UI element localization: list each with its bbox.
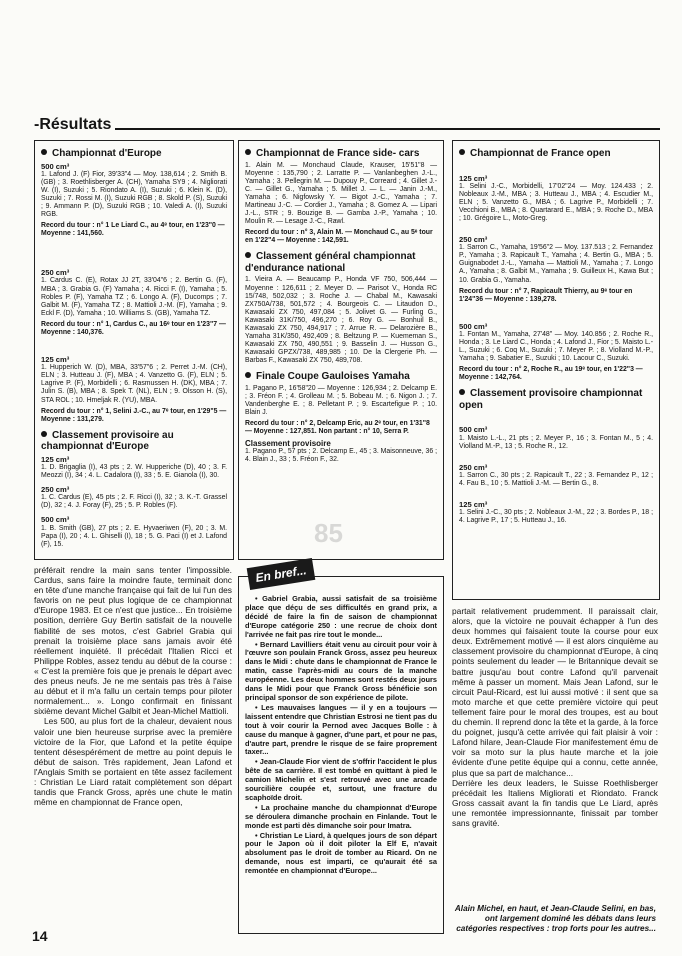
class-label: 125 cm³: [459, 500, 488, 510]
brief-item: • Les mauvaises langues — il y en a toujours — laissent entendre que Christian Estrosi ne tient pas du tout à voir courir la Pernod avec Jacques Bolle : à cause du manque à gagner, d'une part, et pour ne pas, d'autre part, prendre le risque de se faire proprement taxer...: [245, 702, 437, 757]
bullet-icon: [459, 389, 465, 395]
class-label: 250 cm³: [41, 485, 70, 495]
france-sidecar-box: [238, 140, 444, 560]
europe-125-results: 1. Hupperich W. (D), MBA, 33'57"6 ; 2. Perret J.-M. (CH), ELN ; 3. Hutteau J. (F), MBA ; 4. Vanzetto G. (F), ELN ; 5. Lagrive P. (F), Morbidelli ; 6. Rasmussen H. (DK), MBA ; 7. Julin S. (B), MBA ; 8. Spek T. (NL), ELN ; 9. Olsson H. (S), STA ROL ; 10. Hmeljak R. (YU), MBA.: [41, 364, 227, 404]
europe-prov-125: 1. D. Brigaglia (I), 43 pts ; 2. W. Hupperiche (D), 40 ; 3. F. Meozzi (I), 34 ; 4. L. Cadalora (I), 33 ; 5. E. Gianola (I), 30.: [41, 463, 227, 480]
europe-500-results: 1. Lafond J. (F) Fior, 39'33"4 — Moy. 138,614 ; 2. Smith B. (GB) ; 3. Roethlisberger A. (CH), Yamaha SY9 ; 4. Nigliorati W. (I), Suzuki ; 5. Riondato A. (I), Suzuki ; 6. Klein K. (D), Suzuki ; 7. Rossi M. (I), Suzuki RGB ; 8. Skold P. (S), Suzuki ; 9. Ammann P. (D), Suzuki RGB ; 10. Valedi A. (I), Suzuki RGB.: [41, 170, 227, 219]
endurance-title: Classement général championnat d'endurance national: [245, 251, 416, 274]
section-title: -Résultats: [34, 116, 112, 133]
class-label: 250 cm³: [459, 462, 488, 472]
class-label: 500 cm³: [459, 425, 488, 435]
sidecar-results: 1. Alain M. — Monchaud Claude, Krauser, 15'51"8 — Moyenne : 135,790 ; 2. Larratte P. — Vanlanbeghen J.-L., Yamaha ; 3. Pellegrin M. — Dupouy P., Correard ; 4. Gillet J.-C. — Gillet G., Yamaha ; 5. Millet J. — L. — Janin J.-M., Yamaha ; 6. Nigfowsky Y. — Bigot J.-C., Yamaha ; 7. Martineau J.-C. — Cordier J., Yamaha ; 8. Gomez A. — Lipari J.-L., STR ; 9. Bouzige B. — Gamba J.-P., Yamaha ; 10. Moulin R. — Lesage J.-C., Rawl.: [245, 161, 437, 226]
open-250-results: 1. Sarron C., Yamaha, 19'56"2 — Moy. 137.513 ; 2. Fernandez P., Yamaha ; 3. Rapicault T., Yamaha ; 4. Bertin G., MBA ; 5. Guignabodet J.-L., Yamaha — Mattioli M., Yamaha ; 7. Longo A., Yamaha ; 8. Galbit M., Yamaha ; 9. Guilleux H., Kawa But ; 10. Grabia G., Yamaha.: [459, 244, 653, 284]
bullet-icon: [245, 372, 251, 378]
open-prov-250: 1. Sarron C., 30 pts ; 2. Rapicault T., 22 ; 3. Fernandez P., 12 ; 4. Fau B., 10 ; 5. Mattioli J.-M. — Bertin G., 8.: [459, 471, 653, 487]
europe-250-record: Record du tour : n° 1, Cardus C., au 16ᵉ tour en 1'23"7 — Moyenne : 140,376.: [41, 320, 226, 336]
class-label: 250 cm³: [459, 235, 488, 245]
class-label: 250 cm³: [41, 268, 70, 278]
bullet-icon: [459, 149, 465, 155]
class-label: 500 cm³: [41, 515, 70, 525]
gauloises-provisional-title: Classement provisoire: [245, 438, 331, 448]
gauloises-title: Finale Coupe Gauloises Yamaha: [245, 371, 437, 383]
en-bref-box: [238, 576, 444, 934]
section-header: [34, 112, 660, 134]
brief-item: • Jean-Claude Fior vient de s'offrir l'accident le plus bête de sa carrière. Il est tombé en quittant à pied le camion Michelin et s'est retrouvé avec une arcade sourcilière coupée et, surtout, une fracture du scaphoïde droit.: [245, 757, 437, 802]
europe-125-record: Record du tour : n° 1, Selini J.-C., au 7ᵉ tour, en 1'29"5 — Moyenne : 131,279.: [41, 407, 227, 423]
europe-500-record: Record du tour : n° 1 Le Liard C., au 4ᵉ tour, en 1'23"0 — Moyenne : 141,560.: [41, 222, 225, 238]
class-label: 125 cm³: [41, 454, 70, 464]
en-bref-tag: En bref...: [247, 558, 316, 590]
brief-item: • La prochaine manche du championnat d'Europe se déroulera dimanche prochain en Finlande. Tout le monde est parti dès dimanche soir pour Imatra.: [245, 802, 437, 830]
europe-250-results: 1. Cardus C. (E), Rotax JJ 2T, 33'04"6 ; 2. Bertin G. (F), MBA ; 3. Grabia G. (F) Yamaha ; 4. Ricci F. (I), Yamaha ; 5. Robles P. (F), Yamaha TZ ; 6. Longo A. (F), Ducomps ; 7. Galbit M. (F), Yamaha TZ ; 8. Mattioli J.-M. (F), Yamaha ; 9. Eckl F. (D), Yamaha ; 10. Williams S. (GB), Yamaha TZ.: [41, 277, 227, 317]
brief-item: • Gabriel Grabia, aussi satisfait de sa troisième place que déçu de ses difficultés en grand prix, a décidé de faire la fin de saison de championnat d'Europe catégorie 250 : une recrue de choix dont l'arrivée ne fait pas rire tout le monde...: [245, 594, 437, 639]
class-label: 125 cm³: [459, 173, 488, 183]
sidecar-title: Championnat de France side- cars: [245, 148, 437, 160]
article-paragraph: Derrière les deux leaders, le Suisse Roethlisberger précédait les Italiens Migliorati et Riondato. Franck Gross cassait avant la fin tandis que Le Liard, après une remontée impressionnante, finissait par tomber sans gravité.: [452, 777, 658, 828]
europe-title: Championnat d'Europe: [41, 148, 227, 160]
gauloises-results: 1. Pagano P., 16'58"20 — Moyenne : 126,934 ; 2. Delcamp E. ; 3. Fréon F. ; 4. Grolleau M. ; 5. Bobeau M. ; 6. Nigon J. ; 7. Vandenberghe E. ; 8. Pelletant P. ; 9. Escartefigue P. ; 10. Blain J.: [245, 384, 437, 417]
photo-caption: Alain Michel, en haut, et Jean-Claude Selini, en bas, ont largement dominé les débats dans leurs catégories respectives : trop forts pour les autres...: [454, 904, 656, 933]
article-right-column: [452, 606, 658, 828]
europe-prov-250: 1. C. Cardus (E), 45 pts ; 2. F. Ricci (I), 32 ; 3. K.-T. Grassel (D), 32 ; 4. J. Foray (F), 25 ; 5. P. Robles (F).: [41, 494, 227, 510]
class-label: 125 cm³: [41, 355, 70, 365]
france-open-box: [452, 140, 660, 600]
open-500-record: Record du tour : n° 2, Roche R., au 19ᵉ tour, en 1'22"3 — Moyenne : 142,764.: [459, 366, 643, 382]
open-prov-500: 1. Maisto L.-L., 21 pts ; 2. Meyer P., 16 ; 3. Fontan M., 5 ; 4. Violland M.-P., 13 ; 5. Roche R., 12.: [459, 434, 653, 450]
bullet-icon: [245, 149, 251, 155]
faded-stamp-mark: [310, 514, 362, 554]
open-250-record: Record du tour : n° 7, Rapicault Thierry, au 9ᵉ tour en 1'24"36 — Moyenne : 139,278.: [459, 287, 633, 303]
class-label: 500 cm³: [41, 161, 70, 171]
article-paragraph: Les 500, au plus fort de la chaleur, devaient nous valoir une bien heureuse surprise avec la première victoire de la Fior, que Lafond et la petite équipe tentent désespérément de mettre au point depuis le début de saison. Très rapidement, Jean Lafond et l'Anglais Smith se portaient en tête assez facilement : Christian Le Liard ratait complètement son départ tandis que Franck Gross, après une chute le matin même en championnat de France open,: [34, 716, 232, 808]
gauloises-record: Record du tour : n° 2, Delcamp Eric, au 2ᵉ tour, en 1'31"8 — Moyenne : 127,851. Non partant : n° 10, Serra P.: [245, 420, 430, 436]
header-rule: [115, 128, 660, 130]
bullet-icon: [41, 149, 47, 155]
article-paragraph: préférait rendre la main sans tenter l'impossible. Cardus, sans faire la moindre faute, terminait donc en tête d'une manche française qui fait de lui l'un des favoris on ne peut plus logique de ce championnat d'Europe 1983. Et ce n'est que justice... En troisième position, derrière Guy Bertin satisfait de la nouvelle fiabilité de ses motos, c'est Gabriel Grabia qui prenait la troisième place sans jamais avoir été réellement inquiété. Il précédait l'Italien Ricci et Philippe Robles, assez tendu au début de la course : « C'est la première fois que je prenais le départ avec des pneus neufs. Je ne me sentais pas très à l'aise au début et il m'a fallu un certain temps pour piloter normalement... ». Longo confirmait en finissant sixième devant Michel Galbit et Jean-Michel Mattioli.: [34, 565, 232, 717]
class-label: 500 cm³: [459, 321, 488, 331]
brief-item: • Bernard Lavilliers était venu au circuit pour voir à l'œuvre son poulain Franck Gross, assez peu heureux dans le Midi : chute dans le championnat de France le matin, casse l'après-midi au cours de la manche européenne. Les deux hommes sont restés deux jours dans le Midi pour que Franck Gross bénéficie son principal sponsor de son expérience de pilote.: [245, 639, 437, 702]
open-title: Championnat de France open: [459, 148, 653, 160]
brief-item: • Christian Le Liard, à quelques jours de son départ pour le Japon où il doit piloter la Elf E, n'avait absolument pas le droit de tomber au Ricard. On ne demande, nous est imparti, ce qu'aurait été sa remontée en championnat d'Europe...: [245, 830, 437, 876]
sidecar-record: Record du tour : n° 3, Alain M. — Monchaud C., au 5ᵉ tour en 1'22"4 — Moyenne : 142,591.: [245, 229, 433, 245]
article-left-column: [34, 565, 232, 807]
bullet-icon: [41, 431, 47, 437]
open-500-results: 1. Fontan M., Yamaha, 27'48" — Moy. 140.856 ; 2. Roche R., Honda ; 3. Le Liard C., Honda ; 4. Lafond J., Fior ; 5. Maisto L.-L., Suzuki ; 6. Coq M., Suzuki ; 7. Meyer P. ; 8. Violland M.-P., Yamaha ; 9. Sabatier E., Suzuki ; 10. Lacour C., Suzuki.: [459, 330, 653, 363]
open-125-results: 1. Selini J.-C., Morbidelli, 17'02"24 — Moy. 124.433 ; 2. Nobleaux J.-M., MBA ; 3. Hutteau J., MBA ; 4. Escudier M., ELN ; 5. Vanzetto G., MBA ; 6. Lagrive P., Morbidelli ; 7. Vecchioni B., MBA ; 8. Quartarard E., MBA ; 9. Roche D., MBA ; 10. Grégoire L., Moto-Greg.: [459, 182, 653, 222]
europe-prov-500: 1. B. Smith (GB), 27 pts ; 2. E. Hyvaeriwen (F), 20 ; 3. M. Papa (I), 20 ; 4. L. Ghiselli (I), 18 ; 5. G. Paci (I) et J. Lafond (F), 15.: [41, 524, 227, 548]
bullet-icon: [245, 252, 251, 258]
svg-text:85: 85: [314, 518, 343, 548]
article-paragraph: partait relativement prudemment. Il paraissait clair, alors, que la victoire ne pouvait échapper à l'un des deux hommes qui faisaient toute la course pour eux deux. Extrêmement motivé — il est alors cinquième au classement provisoire du championnat d'Europe, à cinq points seulement du leader — le Britannique devait se battre jusqu'au bout contre Lafond qu'il parvenait même à passer un moment. Mais Jean Lafond, sur le circuit Paul-Ricard, est lui aussi motivé : il sent que sa moto marche et que cette première victoire qui peut tellement faire pour le moral des troupes, est au bout du chemin. Il reprend donc la tête et la garde, à la force du poignet, jusqu'à cette arrivée qui fait plaisir à voir : Lafond hilare, Jean-Claude Fior manifestement ému de voir sa moto sur la plus haute marche et la joie évidente d'une petite équipe qui a connu, cette année, plus que sa part de malchance...: [452, 606, 658, 778]
gauloises-provisional: 1. Pagano P., 57 pts ; 2. Delcamp E., 45 ; 3. Maisonneuve, 36 ; 4. Blain J., 33 ; 5. Fréon F., 32.: [245, 447, 437, 463]
open-provisional-title: Classement provisoire championnat open: [459, 388, 643, 411]
endurance-results: 1. Vieira A. — Beaucamp P., Honda VF 750, 506,444 — Moyenne : 126,611 ; 2. Meyer D. — Parisot V., Honda RC 15/748, 502,032 ; 3. Roche J. — Chabal M., Kawasaki ZX750A/738, 501,572 ; 4. Bourgeois C. — Litaudon D., Kawasaki ZX 750, 497,084 ; 5. Jolivet G. — Furling G., Kawasaki 31K/750, 496,270 ; 6. Roy G. — Bonhuil B., Kawasaki ZX 750, 494,917 ; 7. Arrue R. — Delarozière B., Yamaha 31K/350, 492,409 ; 8. Beltzung P. — Kuememan S., Kawasaki ZX 750, 490,551 ; 9. Basselin J. — Husson G., Kawasaki GPZX/738, 489,985 ; 10. De la Clergerie Ph. — Barbas F., Kawasaki ZX 750, 489,708.: [245, 276, 437, 365]
europe-provisional-title: Classement provisoire au championnat d'Europe: [41, 429, 174, 453]
europe-results-box: [34, 140, 234, 560]
open-prov-125: 1. Selini J.-C., 30 pts ; 2. Nobleaux J.-M., 22 ; 3. Bordes P., 18 ; 4. Lagrive P., 17 ; 5. Hutteau J., 16.: [459, 509, 653, 525]
page-number: 14: [32, 928, 48, 944]
